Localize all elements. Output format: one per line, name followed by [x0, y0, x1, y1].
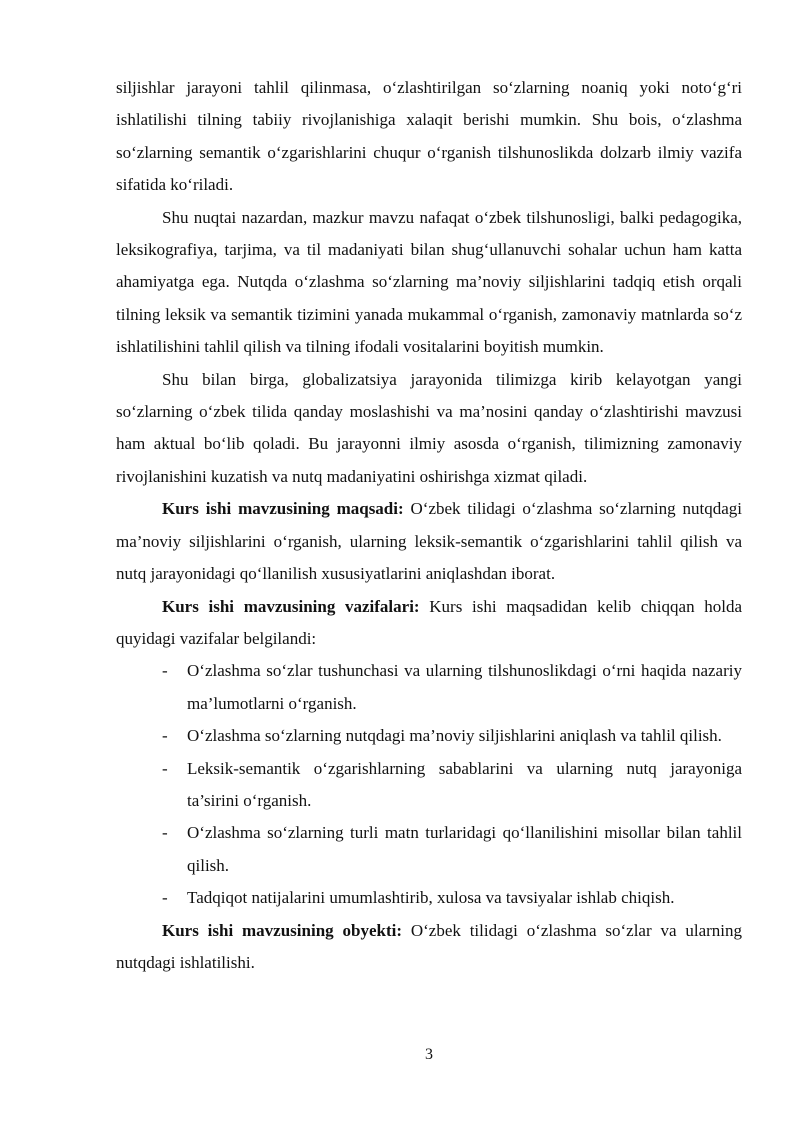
list-item: [116, 882, 742, 914]
list-item: [116, 753, 742, 818]
tasks-list: [116, 655, 742, 914]
list-bullet: -: [162, 823, 168, 843]
list-item-text: O‘zlashma so‘zlarning nutqdagi ma’noviy siljishlarini aniqlash va tahlil qilish.: [187, 726, 722, 746]
list-item-text: O‘zlashma so‘zlar tushunchasi va ularning tilshunoslikdagi o‘rni haqida nazariy ma’lumotlarni o‘rganish.: [187, 661, 742, 713]
list-bullet: -: [162, 661, 168, 681]
page-number: 3: [425, 1046, 433, 1063]
tasks-label: Kurs ishi mavzusining vazifalari:: [162, 596, 420, 616]
list-bullet: -: [162, 758, 168, 778]
list-item: [116, 817, 742, 882]
list-item: [116, 655, 742, 720]
goal-label: Kurs ishi mavzusining maqsadi:: [162, 499, 404, 519]
object-paragraph: [116, 915, 742, 980]
list-item-text: O‘zlashma so‘zlarning turli matn turlaridagi qo‘llanilishini misollar bilan tahlil qilish.: [187, 823, 742, 875]
goal-paragraph: [116, 493, 742, 590]
tasks-paragraph: [116, 591, 742, 656]
list-item-text: Leksik-semantik o‘zgarishlarning sabablarini va ularning nutq jarayoniga ta’sirini o‘rganish.: [187, 758, 742, 810]
paragraph-globalization: Shu bilan birga, globalizatsiya jarayonida tilimizga kirib kelayotgan yangi so‘zlarning o‘zbek tilida qanday moslashishi va ma’nosini qanday o‘zlashtirishi mavzusi ham aktual bo‘lib qoladi. Bu jarayonni ilmiy asosda o‘rganish, tilimizning zamonaviy rivojlanishini kuzatish va nutq madaniyatini oshirishga xizmat qiladi.: [116, 369, 742, 486]
list-item: [116, 720, 742, 752]
list-bullet: -: [162, 888, 168, 908]
goal-text: O‘zbek tilidagi o‘zlashma so‘zlarning nutqdagi ma’noviy siljishlarini o‘rganish, ularning leksik-semantik o‘zgarishlarini tahlil qilish va nutq jarayonidagi qo‘llanilish xususiyatlarini aniqlashdan iborat.: [116, 499, 742, 584]
tasks-intro-text: Kurs ishi maqsadidan kelib chiqqan holda quyidagi vazifalar belgilandi:: [116, 596, 743, 648]
paragraph-relevance: Shu nuqtai nazardan, mazkur mavzu nafaqat o‘zbek tilshunosligi, balki pedagogika, leksikografiya, tarjima, va til madaniyati bilan shug‘ullanuvchi sohalar uchun ham katta ahamiyatga ega. Nutqda o‘zlashma so‘zlarning ma’noviy siljishlarini tadqiq etish orqali tilning leksik va semantik tizimini yanada mukammal o‘rganish, zamonaviy matnlarda so‘z ishlatilishini tahlil qilish va tilning ifodali vositalarini boyitish mumkin.: [116, 207, 742, 357]
list-item-text: Tadqiqot natijalarini umumlashtirib, xulosa va tavsiyalar ishlab chiqish.: [187, 888, 675, 908]
document-page: [116, 72, 742, 979]
paragraph-continuation: siljishlar jarayoni tahlil qilinmasa, o‘zlashtirilgan so‘zlarning noaniq yoki noto‘g‘ri ishlatilishi tilning tabiiy rivojlanishiga xalaqit berishi mumkin. Shu bois, o‘zlashma so‘zlarning semantik o‘zgarishlarini chuqur o‘rganish tilshunoslikda dolzarb ilmiy vazifa sifatida ko‘riladi.: [116, 78, 742, 195]
list-bullet: -: [162, 726, 168, 746]
object-text: O‘zbek tilidagi o‘zlashma so‘zlar va ularning nutqdagi ishlatilishi.: [116, 920, 742, 972]
object-label: Kurs ishi mavzusining obyekti:: [162, 920, 402, 940]
